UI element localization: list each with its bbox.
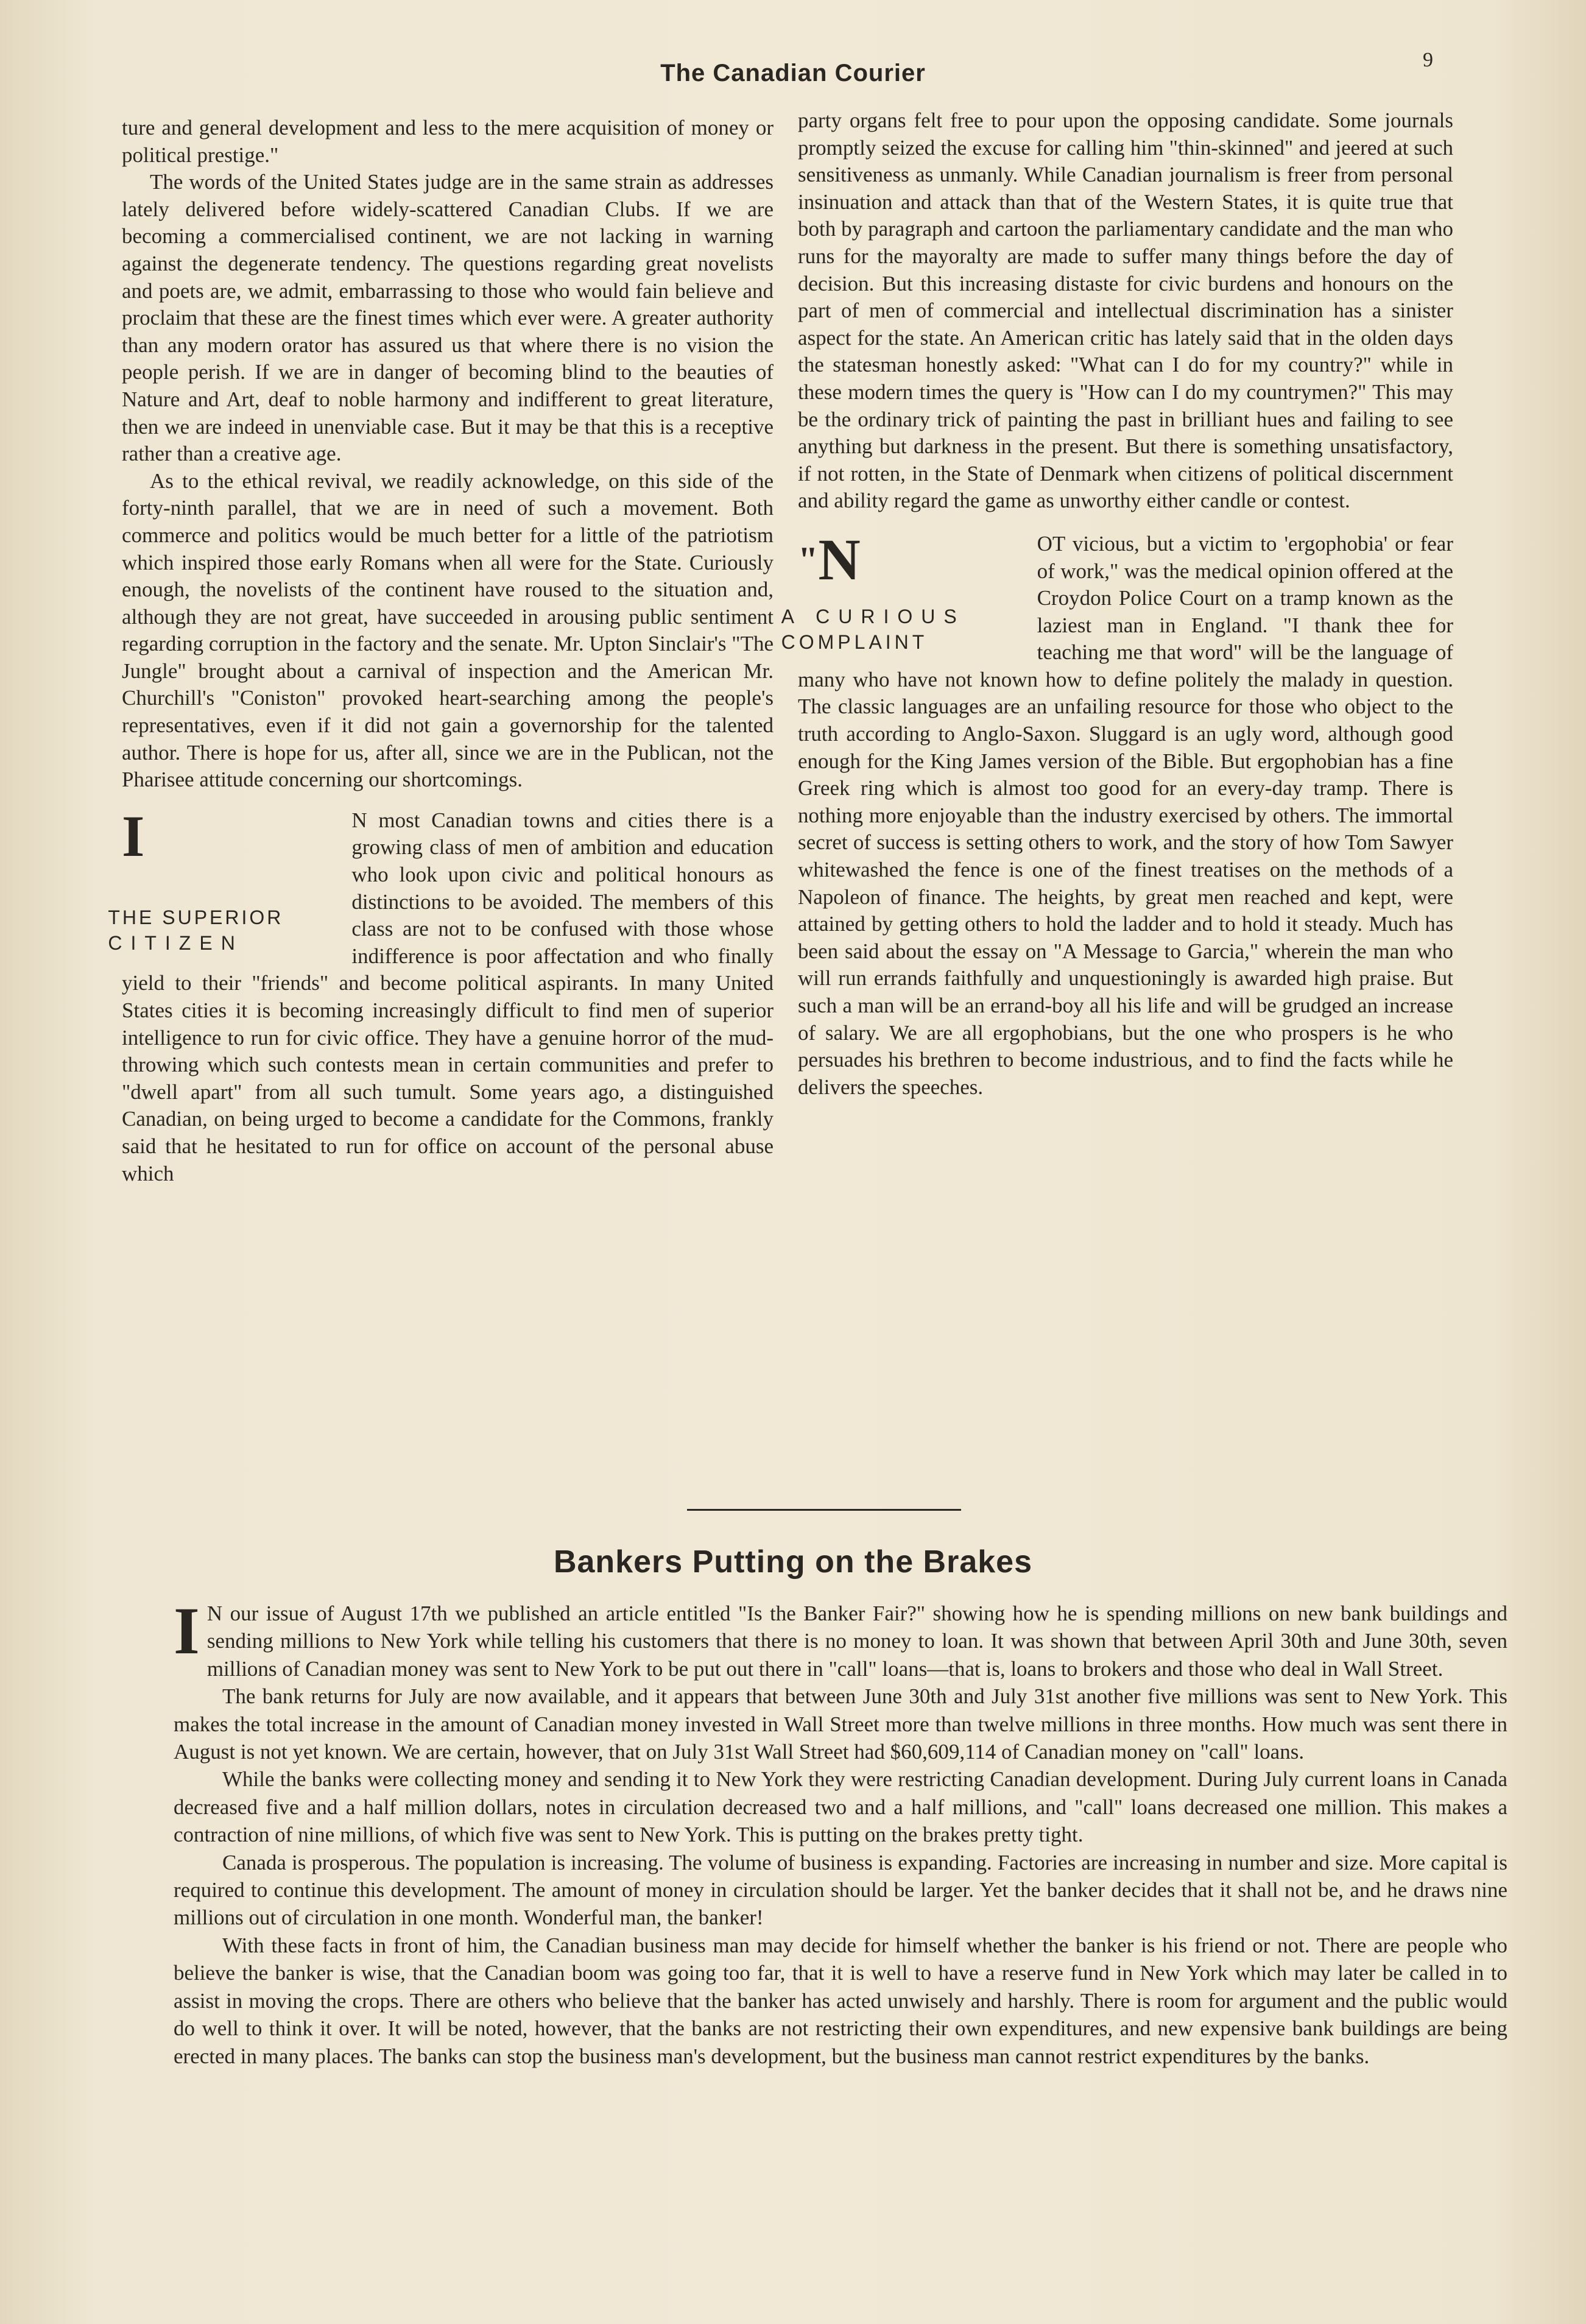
paragraph: While the banks were collecting money and sending it to New York they were restricting Canadian development. During July current loans in Canada decreased five and a half million dollars, notes in circulation decreased two and a half millions, and "call" loans decreased one million. This makes a contraction of nine millions, of which five was sent to New York. This is putting on the brakes pretty tight. [174,1767,1507,1847]
section-head-line: A CURIOUS [781,605,965,627]
drop-cap: N [818,526,861,592]
section-head-line: COMPLAINT [781,630,928,653]
article-body [174,1594,1507,2070]
page-number: 9 [1423,49,1433,71]
paragraph [174,1594,1507,1683]
article-title: Bankers Putting on the Brakes [553,1544,1033,1580]
paragraph: With these facts in front of him, the Canadian business man may decide for himself whether the banker is his friend or not. There are people who believe the banker is wise, that the Canadian boom was going too far, that it is well to have a reserve fund in New York which may later be called in to assist in moving the crops. There are others who believe that the banker has acted unwisely and harshly. There is room for argument and the public would do well to think it over. It will be noted, however, that the banks are not restricting their own expenditures, and new expensive bank buildings are being erected in many places. The banks can stop the business man's development, but the business man cannot restrict expenditures by the banks. [174,1933,1507,2068]
section-head-line: CITIZEN [108,931,244,954]
drop-quote: " [798,539,819,580]
section-head-line: THE SUPERIOR [108,906,284,928]
section-body: N most Canadian towns and cities there is a growing class of men of ambition and education who look upon civic and political honours as distinctions to be avoided. The members of this class are not to be confused with those whose indifference is poor affectation and who finally yield to their "friends" and become political aspirants. In many United States cities it is becoming increasingly difficult to find men of superior intelligence to run for civic office. They have a genuine horror of the mud-throwing which such contests mean in certain communities and prefer to "dwell apart" from all such tumult. Some years ago, a distinguished Canadian, on being urged to become a candidate for the Commons, frankly said that he hesitated to run for office on account of the personal abuse which [122,808,774,1185]
paragraph: The words of the United States judge are in the same strain as addresses lately delivered before widely-scattered Canadian Clubs. If we are becoming a commercialised continent, we are not lacking in warning against the degenerate tendency. The questions regarding great novelists and poets are, we admit, embarrassing to those who would fain believe and proclaim that these are the finest times which ever were. A greater authority than any modern orator has assured us that where there is no vision the people perish. If we are in danger of becoming blind to the beauties of Nature and Art, deaf to noble harmony and indifferent to great literature, then we are indeed in unenviable case. But it may be that this is a receptive rather than a creative age. [122,170,774,466]
curious-complaint-section [781,526,1453,1101]
paragraph: The bank returns for July are now available, and it appears that between June 30th and July 31st another five millions was sent to New York. This makes the total increase in the amount of Canadian money invested in Wall Street more than twelve millions in three months. How much was sent there in August is not yet known. We are certain, however, that on July 31st Wall Street had $60,609,114 of Canadian money on "call" loans. [174,1684,1507,1764]
paragraph: party organs felt free to pour upon the opposing candidate. Some journals promptly seized the excuse for calling him "thin-skinned" and jeered at such sensitiveness as unmanly. While Canadian journalism is freer from personal insinuation and attack than that of the Western States, it is quite true that both by paragraph and cartoon the parliamentary candidate and the man who runs for the mayoralty are made to suffer many things before the day of decision. But this increasing distaste for civic burdens and honours on the part of men of commercial and intellectual discrimination has a sinister aspect for the state. An American critic has lately said that in the olden days the statesman honestly asked: "What can I do for my country?" while in these modern times the query is "How can I do my countrymen?" This may be the ordinary trick of painting the past in brilliant hues and failing to see anything but darkness in the present. But there is something unsatisfactory, if not rotten, in the State of Denmark when citizens of political discernment and ability regard the game as unworthy either candle or contest. [798,108,1453,513]
paragraph: As to the ethical revival, we readily acknowledge, on this side of the forty-ninth parallel, that we are in need of such a movement. Both commerce and politics would be much better for a little of the patriotism which inspired those early Romans when all were for the State. Curiously enough, the novelists of the continent have roused to the situation and, although they are not great, have succeeded in arousing public sentiment regarding corruption in the factory and the senate. Mr. Upton Sinclair's "The Jungle" brought about a carnival of inspection and the American Mr. Churchill's "Coniston" provoked heart-searching among the people's representatives, even if it did not gain a governorship for the talented author. There is hope for us, after all, since we are in the Publican, not the Pharisee attitude concerning our shortcomings. [122,468,774,792]
section-body: OT vicious, but a victim to 'ergophobia' or fear of work," was the medical opinion offered at the Croydon Police Court on a tramp known as the laziest man in England. "I thank thee for teaching me that word" will be the language of many who have not known how to define politely the malady in question. The classic languages are an unfailing resource for those who object to the truth according to Anglo-Saxon. Sluggard is an ugly word, although good enough for the King James version of the Bible. But ergophobian has a fine Greek ring which is almost too good for an every-day tramp. There is nothing more enjoyable than the industry exercised by others. The immortal secret of success is setting others to work, and the story of how Tom Sawyer whitewashed the fence is one of the finest treatises on the methods of a Napoleon of finance. The heights, by great men reached and kept, were attained by getting others to hold the ladder and to hold it steady. Much has been said about the essay on "A Message to Garcia," wherein the man who will run errands faithfully and unquestioningly is awarded high praise. But such a man will be an errand-boy all his life and will be grudged an increase of salary. We are all ergophobians, but the one who prospers is he who persuades his brethren to become industrious, and to find the facts while he delivers the speeches. [798,531,1453,1099]
left-column [108,115,774,1187]
drop-cap: I [122,803,145,869]
masthead-title: The Canadian Courier [660,60,926,87]
section-head-curious-complaint [781,604,1025,655]
right-column [781,107,1453,1101]
paragraph-text: N our issue of August 17th we published an article entitled "Is the Banker Fair?" showing how he is spending millions on new bank buildings and sending millions to New York while telling his customers that there is no money to loan. It was shown that between April 30th and June 30th, seven millions of Canadian money was sent to New York to be put out there in "call" loans—that is, loans to brokers and those who deal in Wall Street. [206,1602,1507,1681]
paragraph: ture and general development and less to the mere acquisition of money or political prestige." [122,116,774,167]
drop-cap: I [174,1594,200,1668]
superior-citizen-section [108,803,774,1187]
section-head-superior-citizen [108,905,339,956]
divider-rule [687,1509,961,1511]
paragraph: Canada is prosperous. The population is increasing. The volume of business is expanding. Factories are increasing in number and size. More capital is required to continue this development. The amount of money in circulation should be larger. Yet the banker decides that it shall not be, and he draws nine millions out of circulation in one month. Wonderful man, the banker! [174,1850,1507,1930]
